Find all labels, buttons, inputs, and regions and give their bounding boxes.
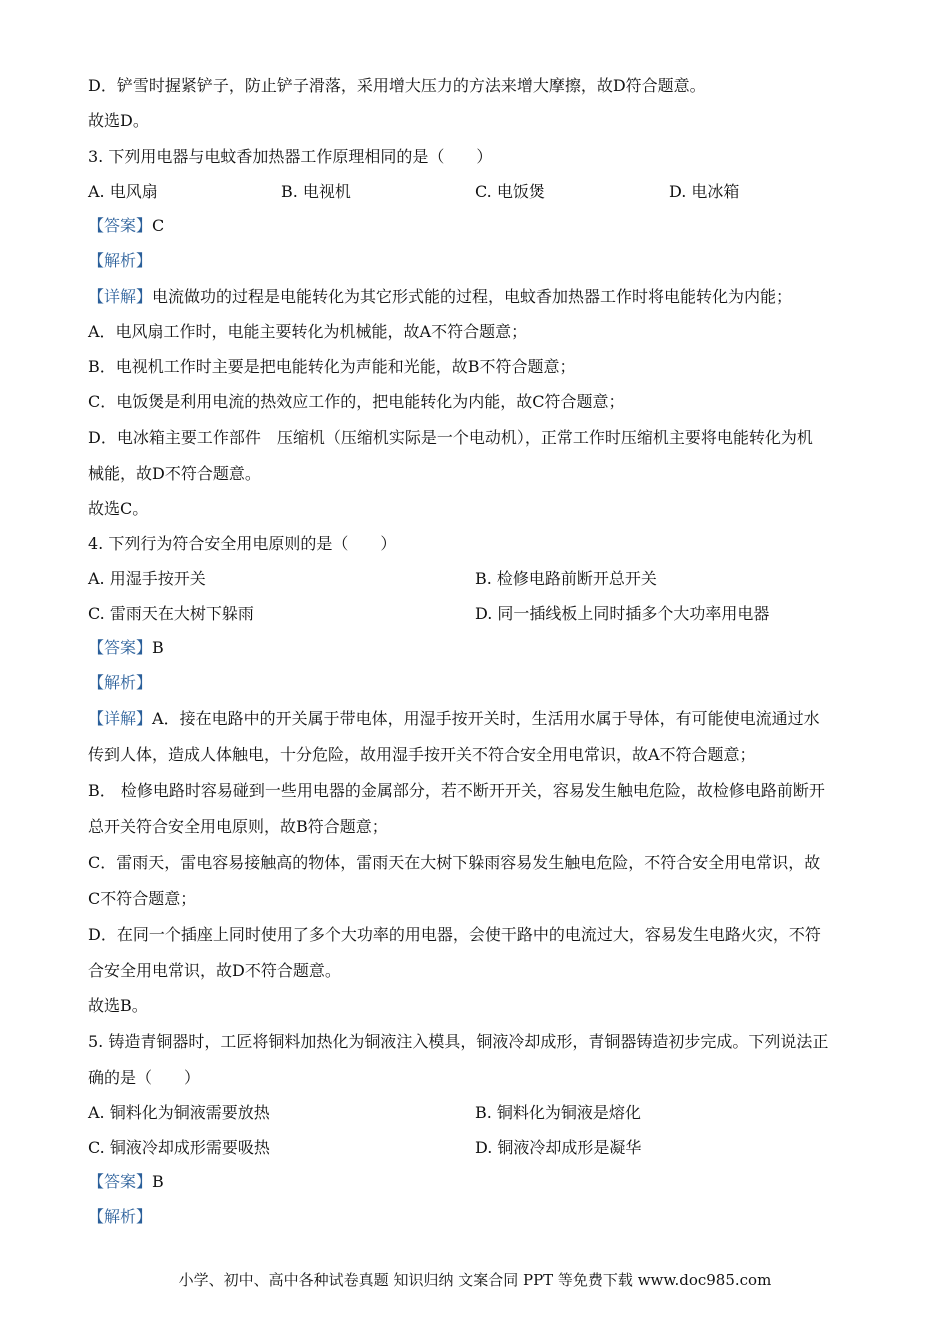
q3-explain-d-line2: 械能，故D不符合题意。 <box>88 464 261 483</box>
q3-stem: 3. 下列用电器与电蚊香加热器工作原理相同的是（ ） <box>88 147 493 166</box>
q3-explain-c: C．电饭煲是利用电流的热效应工作的，把电能转化为内能，故C符合题意； <box>88 392 625 411</box>
page-footer: 小学、初中、高中各种试卷真题 知识归纳 文案合同 PPT 等免费下载 www.doc985.com <box>178 1271 772 1289</box>
q4-explain-d-line2: 合安全用电常识，故D不符合题意。 <box>88 961 341 980</box>
q3-answer <box>88 215 164 237</box>
q3-explain-b: B．电视机工作时主要是把电能转化为声能和光能，故B不符合题意； <box>88 357 576 376</box>
answer-tag: 【答案】 <box>88 1172 153 1191</box>
detail-tag: 【详解】 <box>88 709 153 728</box>
q4-option-a: A. 用湿手按开关 <box>88 569 206 588</box>
q3-option-b: B. 电视机 <box>281 182 351 201</box>
q5-analysis-tag: 【解析】 <box>88 1207 153 1226</box>
q4-detail-line1 <box>88 708 820 730</box>
q2-conclusion: 故选D。 <box>88 111 149 130</box>
detail-text: 电流做功的过程是电能转化为其它形式能的过程，电蚊香加热器工作时将电能转化为内能； <box>152 287 793 306</box>
detail-tag: 【详解】 <box>88 287 153 306</box>
q3-option-d: D. 电冰箱 <box>669 182 740 201</box>
q3-analysis-tag: 【解析】 <box>88 251 153 270</box>
q4-option-c: C. 雷雨天在大树下躲雨 <box>88 604 254 623</box>
q4-conclusion: 故选B。 <box>88 996 148 1015</box>
answer-tag: 【答案】 <box>88 638 153 657</box>
q5-stem-line1: 5. 铸造青铜器时，工匠将铜料加热化为铜液注入模具，铜液冷却成形，青铜器铸造初步完成。下列说法正 <box>88 1032 829 1051</box>
q4-explain-b-line1: B． 检修电路时容易碰到一些用电器的金属部分，若不断开开关，容易发生触电危险，故检修电路前断开 <box>88 781 825 800</box>
q4-explain-c-line2: C不符合题意； <box>88 889 197 908</box>
q3-option-c: C. 电饭煲 <box>475 182 545 201</box>
q4-explain-b-line2: 总开关符合安全用电原则，故B符合题意； <box>88 817 388 836</box>
q5-option-b: B. 铜料化为铜液是熔化 <box>475 1103 641 1122</box>
detail-text: A．接在电路中的开关属于带电体，用湿手按开关时，生活用水属于导体，有可能使电流通过水 <box>152 709 820 728</box>
q4-option-b: B. 检修电路前断开总开关 <box>475 569 657 588</box>
q3-detail <box>88 286 792 308</box>
answer-value: C <box>152 216 165 235</box>
answer-tag: 【答案】 <box>88 216 153 235</box>
q3-explain-a: A．电风扇工作时，电能主要转化为机械能，故A不符合题意； <box>88 322 528 341</box>
q3-conclusion: 故选C。 <box>88 499 149 518</box>
q4-explain-c-line1: C．雷雨天，雷电容易接触高的物体，雷雨天在大树下躲雨容易发生触电危险，不符合安全用电常识，故 <box>88 853 821 872</box>
answer-value: B <box>152 638 164 657</box>
q5-answer <box>88 1171 164 1193</box>
q5-option-a: A. 铜料化为铜液需要放热 <box>88 1103 270 1122</box>
q4-answer <box>88 637 164 659</box>
q3-explain-d-line1: D．电冰箱主要工作部件 压缩机（压缩机实际是一个电动机），正常工作时压缩机主要将电能转化为机 <box>88 428 813 447</box>
q4-detail-line2: 传到人体，造成人体触电，十分危险，故用湿手按开关不符合安全用电常识，故A不符合题意； <box>88 745 756 764</box>
answer-value: B <box>152 1172 164 1191</box>
q4-explain-d-line1: D．在同一个插座上同时使用了多个大功率的用电器，会使干路中的电流过大，容易发生电路火灾，不符 <box>88 925 821 944</box>
q5-option-c: C. 铜液冷却成形需要吸热 <box>88 1138 270 1157</box>
q4-option-d: D. 同一插线板上同时插多个大功率用电器 <box>475 604 770 623</box>
q4-stem: 4. 下列行为符合安全用电原则的是（ ） <box>88 534 397 553</box>
q4-analysis-tag: 【解析】 <box>88 673 153 692</box>
q5-option-d: D. 铜液冷却成形是凝华 <box>475 1138 642 1157</box>
q3-option-a: A. 电风扇 <box>88 182 158 201</box>
q2-option-d-explanation: D．铲雪时握紧铲子，防止铲子滑落，采用增大压力的方法来增大摩擦，故D符合题意。 <box>88 76 706 95</box>
q5-stem-line2: 确的是（ ） <box>88 1068 201 1087</box>
